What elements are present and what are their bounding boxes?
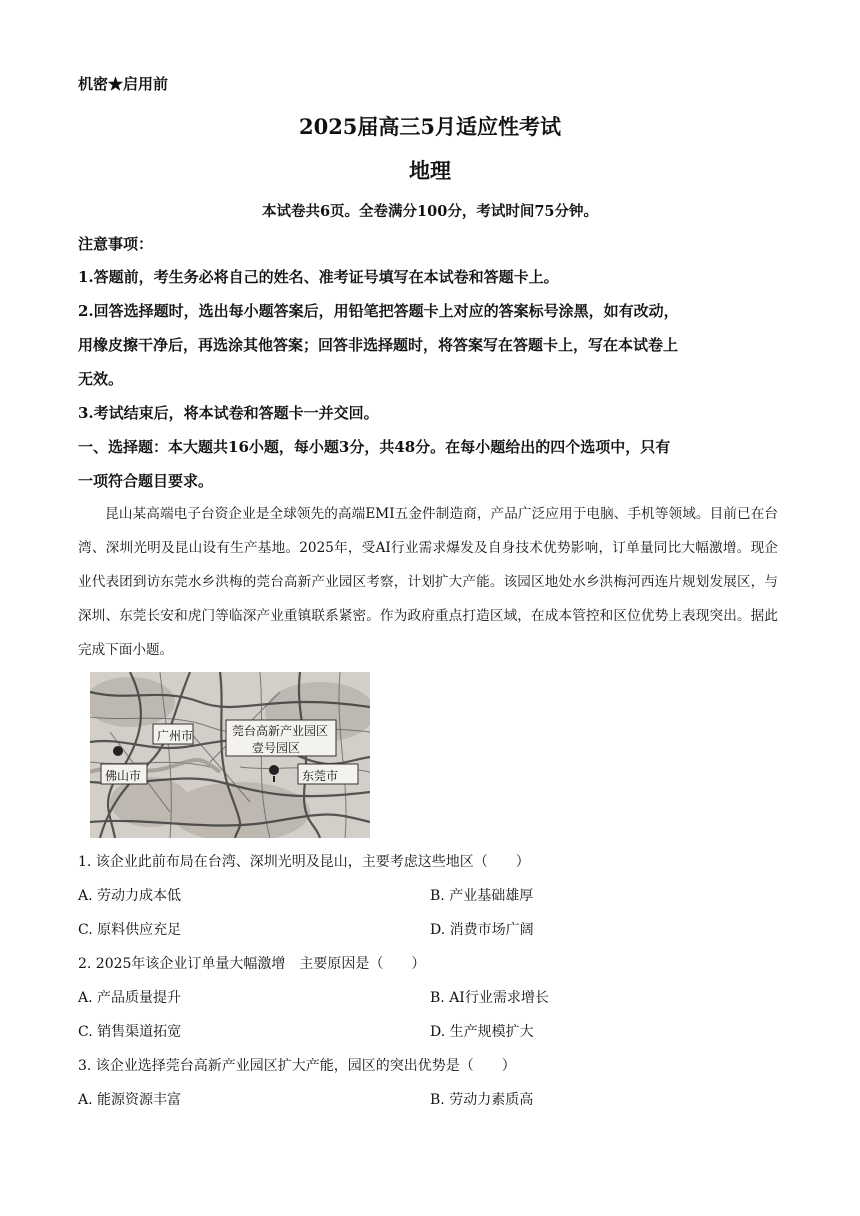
question-3-stem: 3. 该企业选择莞台高新产业园区扩大产能，园区的突出优势是（ ） — [78, 1058, 516, 1074]
question-2-option-d: D. 生产规模扩大 — [430, 1024, 534, 1040]
notes-heading: 注意事项： — [78, 235, 154, 253]
notes-item-3: 3.考试结束后，将本试卷和答题卡一并交回。 — [78, 404, 379, 422]
passage-text: 昆山某高端电子台资企业是全球领先的高端EMI五金件制造商，产品广泛应用于电脑、手机等领域。目前已在台湾、深圳光明及昆山设有生产基地。2025年，受AI行业需求爆发及自身技术优势影响，订单量同比大幅激增。现企业代表团到访东莞水乡洪梅的莞台高新产业园区考察，计划扩大产能。该园区地处水乡洪梅河西连片规划发展区，与深圳、东莞长安和虎门等临深产业重镇联系紧密。作为政府重点打造区域，在成本管控和区位优势上表现突出。据此完成下面小题。 — [78, 506, 778, 658]
map-graphic — [90, 672, 370, 838]
section-heading-line-2: 一项符合题目要求。 — [78, 472, 214, 490]
notes-item-2-line-2: 用橡皮擦干净后，再选涂其他答案；回答非选择题时，将答案写在答题卡上，写在本试卷上 — [78, 336, 679, 354]
question-3-option-b: B. 劳动力素质高 — [430, 1092, 534, 1108]
question-2-stem: 2. 2025年该企业订单量大幅激增 主要原因是（ ） — [78, 956, 426, 972]
map-label-guangzhou: 广州市 — [157, 729, 194, 743]
question-1-option-a: A. 劳动力成本低 — [78, 888, 182, 904]
confidential-label: 机密★启用前 — [78, 75, 169, 93]
map-label-park: 莞台高新产业园区 — [232, 724, 329, 738]
question-2-option-c: C. 销售渠道拓宽 — [78, 1024, 182, 1040]
exam-title: 2025届高三5月适应性考试 — [298, 114, 562, 139]
exam-info: 本试卷共6页。全卷满分100分，考试时间75分钟。 — [261, 203, 599, 220]
map-label-dongguan: 东莞市 — [302, 769, 339, 783]
question-2-option-a: A. 产品质量提升 — [78, 990, 182, 1006]
question-2-option-b: B. AI行业需求增长 — [430, 990, 549, 1006]
question-1-option-b: B. 产业基础雄厚 — [430, 888, 534, 904]
question-1-option-d: D. 消费市场广阔 — [430, 922, 534, 938]
question-3-option-a: A. 能源资源丰富 — [78, 1092, 182, 1108]
region-map — [90, 672, 370, 838]
question-1-stem: 1. 该企业此前布局在台湾、深圳光明及昆山，主要考虑这些地区（ ） — [78, 854, 530, 870]
map-label-park-zone: 壹号园区 — [252, 741, 301, 755]
section-heading-line-1: 一、选择题：本大题共16小题，每小题3分，共48分。在每小题给出的四个选项中，只有 — [78, 438, 671, 456]
notes-item-2-line-3: 无效。 — [78, 370, 124, 388]
question-1-option-c: C. 原料供应充足 — [78, 922, 182, 938]
subject-title: 地理 — [409, 158, 451, 183]
reading-passage — [78, 497, 778, 667]
notes-item-2-line-1: 2.回答选择题时，选出每小题答案后，用铅笔把答题卡上对应的答案标号涂黑，如有改动， — [78, 302, 679, 320]
notes-item-1: 1.答题前，考生务必将自己的姓名、准考证号填写在本试卷和答题卡上。 — [78, 268, 559, 286]
map-label-foshan: 佛山市 — [105, 769, 142, 783]
